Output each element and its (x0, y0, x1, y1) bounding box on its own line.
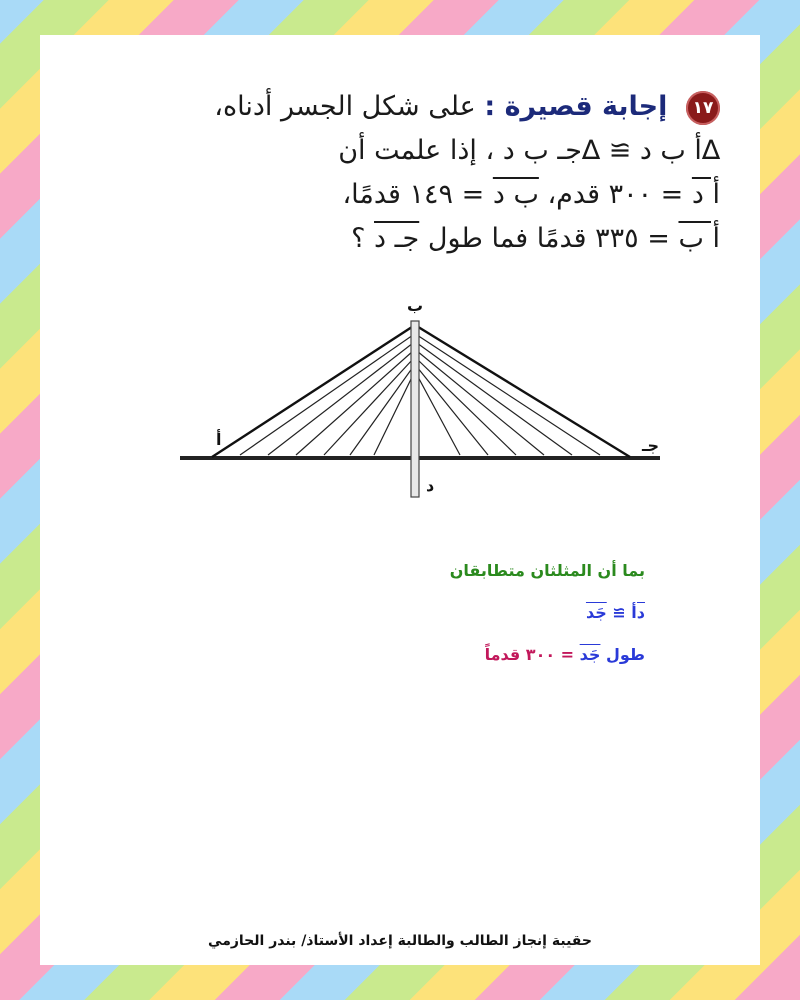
problem-line-2: ∆أ ب د ≅ ∆جـ ب د ، إذا علمت أن (338, 135, 720, 166)
answer-block (145, 550, 645, 676)
left-cables (240, 335, 413, 455)
side-ab (212, 325, 415, 457)
problem-line-4-end: ؟ (351, 223, 366, 254)
problem-line-1-text: على شكل الجسر أدناه، (214, 91, 476, 122)
bridge-tower (411, 321, 419, 497)
bridge-diagram (180, 295, 660, 525)
problem-statement (80, 85, 720, 261)
footer-credit: حقيبة إنجاز الطالب والطالبة إعداد الأستاذ/ بندر الحازمي (208, 933, 592, 949)
problem-line-3 (80, 173, 720, 217)
label-a: أ (216, 430, 222, 449)
problem-line-3-mid: = ٣٠٠ قدم، (547, 179, 684, 210)
problem-type-label: إجابة قصيرة : (484, 91, 668, 122)
congruent-symbol: ≅ (612, 603, 626, 622)
answer-line-3 (145, 634, 645, 676)
problem-line-1 (80, 85, 720, 129)
label-b: ب (407, 296, 424, 315)
problem-line-3-end: = ١٤٩ قدمًا، (342, 179, 485, 210)
segment-ab: أ ب (678, 223, 720, 254)
segment-ad: أ د (691, 179, 720, 210)
worksheet-page (40, 35, 760, 965)
answer-segment-da: دأ (631, 603, 645, 622)
problem-line-4-mid: = ٣٣٥ قدمًا فما طول (427, 223, 670, 254)
right-cables (417, 335, 600, 455)
problem-number-badge: ١٧ (686, 91, 720, 125)
answer-segment-cd-2: جَد (579, 645, 601, 664)
problem-line-4 (80, 217, 720, 261)
segment-cd: جـ د (374, 223, 420, 254)
label-d: د (426, 476, 435, 495)
answer-value: = ٣٠٠ قدماً (484, 645, 575, 664)
answer-line-2 (145, 592, 645, 634)
answer-length-word: طول (606, 645, 645, 664)
label-c: جـ (642, 436, 659, 455)
answer-segment-cd: جَد (585, 603, 607, 622)
segment-bd: ب د (492, 179, 539, 210)
answer-line-1: بما أن المثلثان متطابقان (449, 561, 645, 580)
